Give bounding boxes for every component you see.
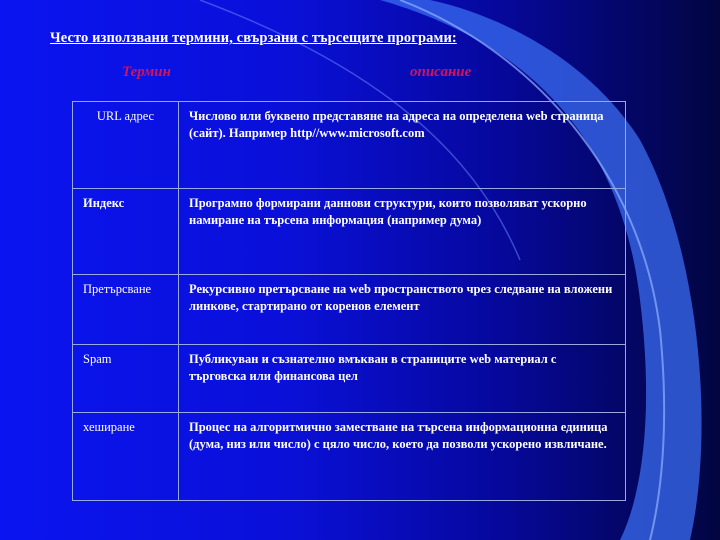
table-row [73,275,626,345]
term-cell: Индекс [73,189,179,275]
description-cell: Процес на алгоритмично заместване на търсена информационна единица (дума, низ или число) с цяло число, което да позволи ускорено извличане. [179,413,626,501]
description-cell: Програмно формирани даннови структури, които позволяват ускорно намиране на търсена информация (например дума) [179,189,626,275]
table-row [73,189,626,275]
term-cell: хеширане [73,413,179,501]
table-row [73,345,626,413]
description-cell: Публикуван и съзнателно вмъкван в страниците web материал с търговска или финансова цел [179,345,626,413]
term-cell: URL адрес [73,102,179,189]
description-cell: Рекурсивно претърсване на web пространството чрез следване на вложени линкове, стартирано от коренов елемент [179,275,626,345]
term-cell: Spam [73,345,179,413]
header-description: описание [410,64,472,80]
slide-title: Често използвани термини, свързани с търсещите програми: [50,30,457,46]
header-term: Термин [122,64,171,80]
table-row [73,413,626,501]
description-cell: Числово или буквено представяне на адреса на определена web страница (сайт). Например http//www.microsoft.com [179,102,626,189]
terms-table [72,101,626,501]
table-row [73,102,626,189]
term-cell: Претърсване [73,275,179,345]
